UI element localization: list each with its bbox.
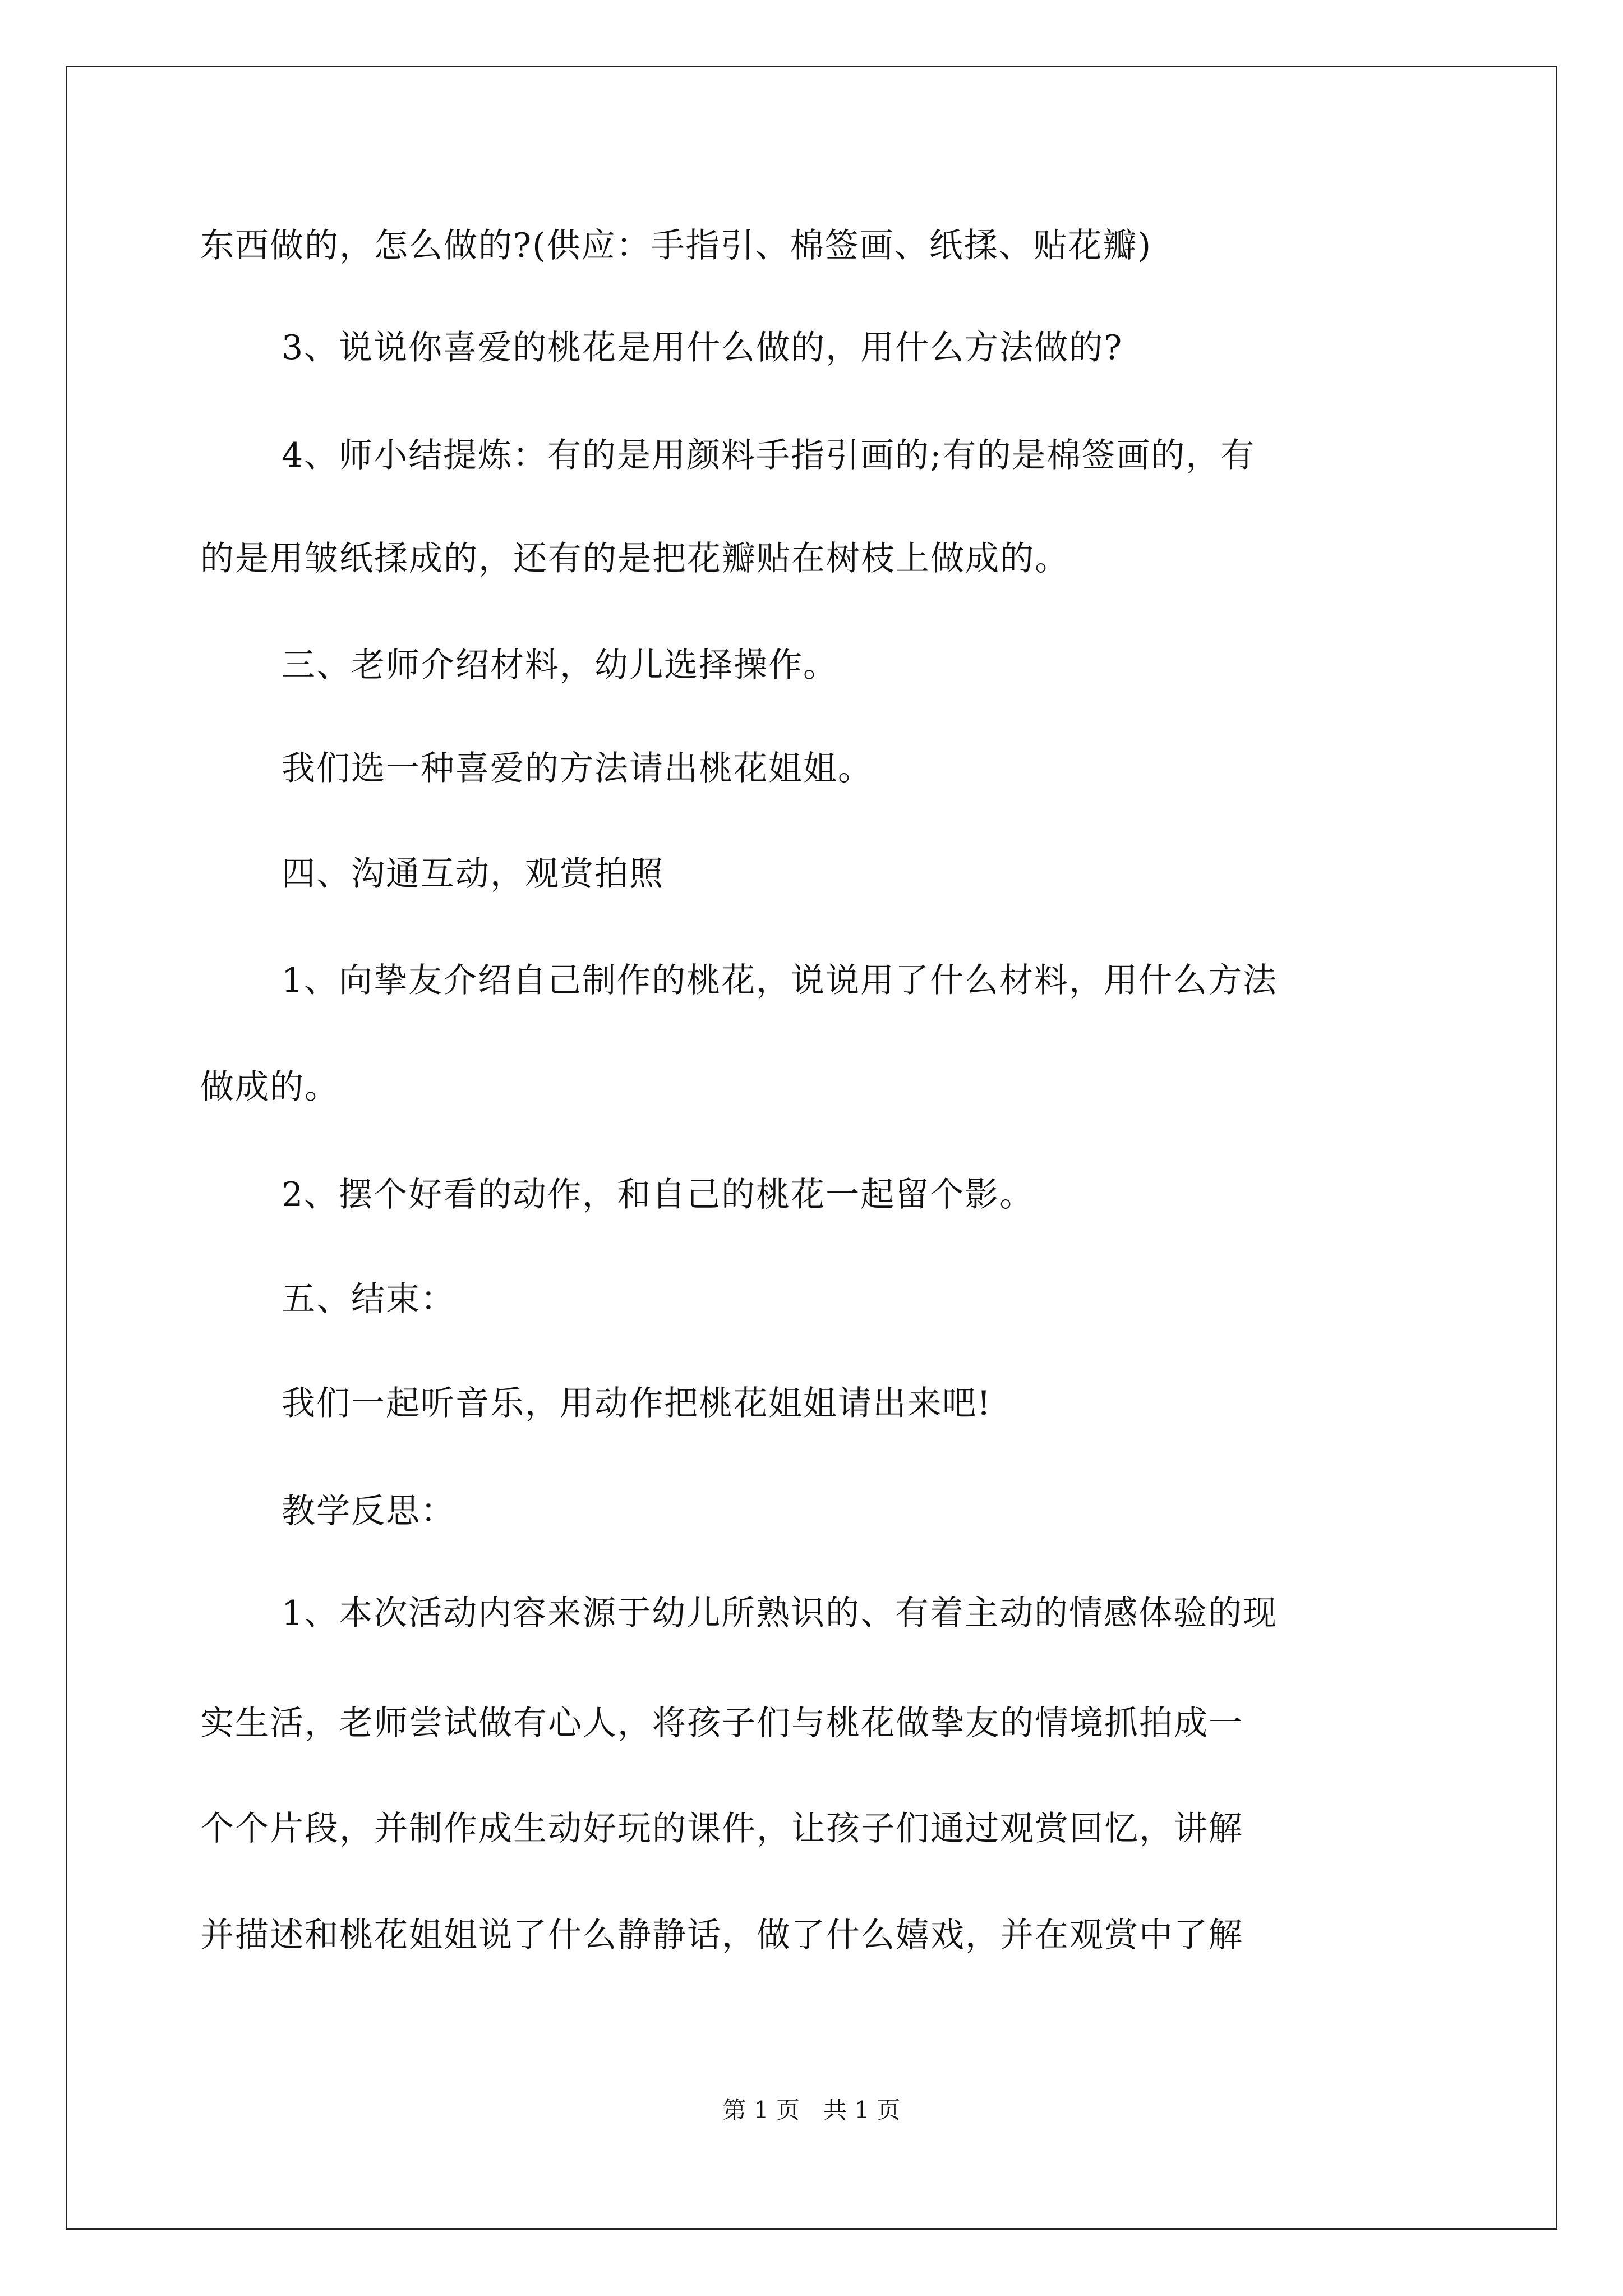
text-line: 我们一起听音乐，用动作把桃花姐姐请出来吧! [282, 1384, 992, 1423]
text-line: 1、向挚友介绍自己制作的桃花，说说用了什么材料，用什么方法 [282, 961, 1278, 1000]
text-line: 的是用皱纸揉成的，还有的是把花瓣贴在树枝上做成的。 [200, 539, 1069, 578]
text-line: 3、说说你喜爱的桃花是用什么做的，用什么方法做的? [282, 328, 1123, 367]
text-line: 做成的。 [200, 1068, 339, 1107]
text-line: 1、本次活动内容来源于幼儿所熟识的、有着主动的情感体验的现 [282, 1594, 1278, 1633]
text-line: 2、摆个好看的动作，和自己的桃花一起留个影。 [282, 1175, 1035, 1214]
text-line: 三、老师介绍材料，幼儿选择操作。 [282, 646, 838, 685]
text-line: 四、沟通互动，观赏拍照 [282, 854, 664, 894]
text-line: 教学反思： [282, 1492, 455, 1531]
text-line: 东西做的，怎么做的?(供应：手指引、棉签画、纸揉、贴花瓣) [200, 226, 1152, 265]
text-line: 五、结束： [282, 1280, 455, 1319]
text-line: 实生活，老师尝试做有心人，将孩子们与桃花做挚友的情境抓拍成一 [200, 1704, 1243, 1743]
text-line: 并描述和桃花姐姐说了什么静静话，做了什么嬉戏，并在观赏中了解 [200, 1916, 1243, 1955]
page-border [66, 66, 1557, 2230]
text-line: 个个片段，并制作成生动好玩的课件，让孩子们通过观赏回忆，讲解 [200, 1809, 1243, 1848]
page-number-footer: 第 1 页 共 1 页 [722, 2096, 901, 2124]
text-line: 我们选一种喜爱的方法请出桃花姐姐。 [282, 749, 873, 788]
text-line: 4、师小结提炼：有的是用颜料手指引画的;有的是棉签画的，有 [282, 436, 1256, 475]
